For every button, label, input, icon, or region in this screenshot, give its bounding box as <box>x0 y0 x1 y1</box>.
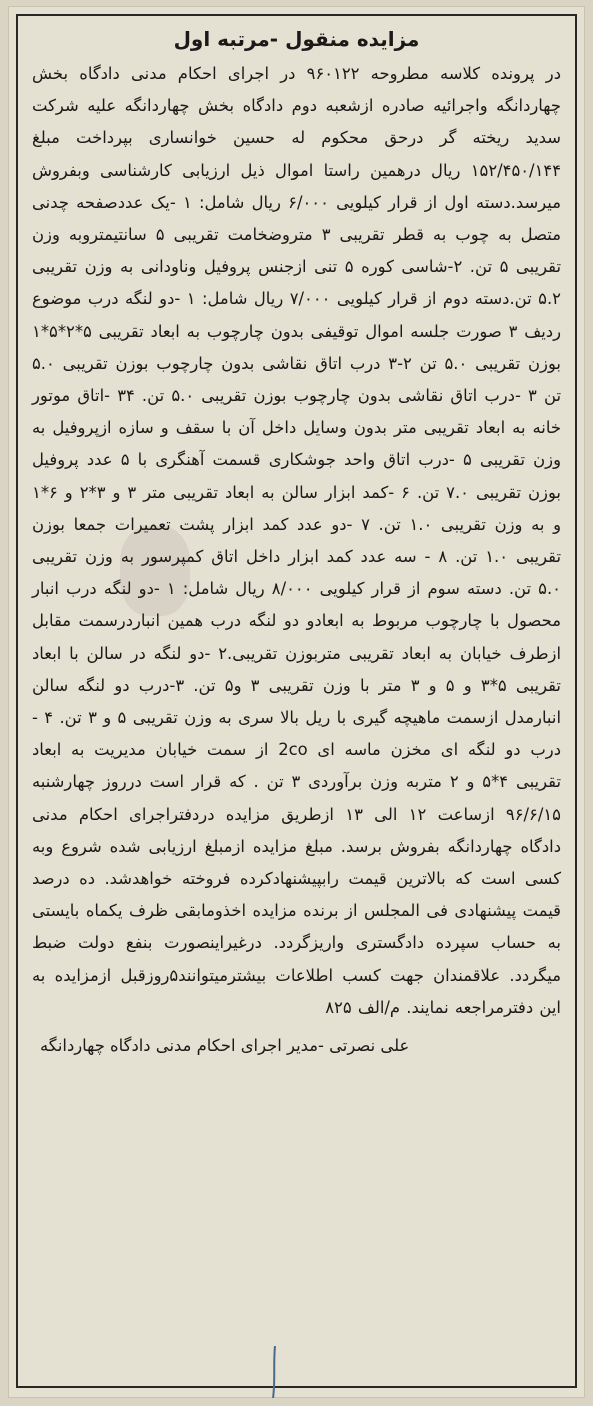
newspaper-clipping <box>8 6 585 1398</box>
pen-mark <box>270 1346 278 1398</box>
notice-title: مزایده منقول -مرتبه اول <box>173 27 420 51</box>
notice-text: در پرونده کلاسه مطروحه ۹۶۰۱۲۲ در اجرای احکام مدنی دادگاه بخش چهاردانگه واجرائیه صادره ازشعبه دوم دادگاه بخش چهاردانگه علیه شرکت سدید ریخته گر درحق محکوم له حسین خوانساری بپرداخت مبلغ ۱۵۲/۴۵۰/۱۴۴ ریال درهمین راستا اموال ذیل ارزیابی کارشناسی وبفروش میرسد.دسته اول از قرار کیلویی ۶/۰۰۰ ریال شامل: ۱ -یک عددصفحه چدنی متصل به چوب به قطر تقریبی ۳ متروضخامت تقریبی ۵ سانتیمتروبه وزن تقریبی ۵ تن. ۲-شاسی کوره ۵ تنی ازجنس پروفیل وناودانی به وزن تقریبی ۵.۲ تن.دسته دوم از قرار کیلویی ۷/۰۰۰ ریال شامل: ۱ -دو لنگه درب موضوع ردیف ۳ صورت جلسه اموال توقیفی بدون چارچوب به ابعاد تقریبی ۵*۲*۵*۱ بوزن تقریبی ۵.۰ تن ۲-۳ درب اتاق نقاشی بدون چارچوب بوزن تقریبی ۵.۰ تن ۳ -درب اتاق نقاشی بدون چارچوب بوزن تقریبی ۵.۰ تن. ۳۴ -اتاق موتور خانه به ابعاد تقریبی متر بدون وسایل داخل آن با سقف و سازه ازپروفیل به وزن تقریبی ۵ -درب اتاق واحد جوشکاری قسمت آهنگری با ۵ عدد پروفیل بوزن تقریبی ۷.۰ تن. ۶ -کمد ابزار سالن به ابعاد تقریبی متر ۳ و ۳*۲ و ۶*۱ و به وزن تقریبی ۱.۰ تن. ۷ -دو عدد کمد ابزار پشت تعمیرات جمعا بوزن تقریبی ۱.۰ تن. ۸ - سه عدد کمد ابزار داخل اتاق کمپرسور به وزن تقریبی ۵.۰ تن. دسته سوم از قرار کیلویی ۸/۰۰۰ ریال شامل: ۱ -دو لنگه درب انبار محصول با چارچوب مربوط به ابعادو دو لنگه درب همین انباردرسمت مقابل ازطرف خیابان به ابعاد تقریبی متربوزن تقریبی.۲ -دو لنگه در سالن با ابعاد تقریبی ۵*۳ و ۵ و ۳ متر با وزن تقریبی ۳ و۵ تن. ۳-درب دو لنگه سالن انبارمدل ازسمت ماهیچه گیری با ریل بالا سری به وزن تقریبی ۵ و ۳ تن. ۴ - درب دو لنگه ای مخزن ماسه ای 2co از سمت خیابان مدیریت به ابعاد تقریبی ۴*۵ و ۲ متربه وزن برآوردی ۳ تن . که قرار است درروز چهارشنبه ۹۶/۶/۱۵ ازساعت ۱۲ الی ۱۳ ازطریق مزایده دردفتراجرای احکام مدنی دادگاه چهاردانگه بفروش برسد. مبلغ مزایده ازمبلغ ارزیابی شده شروع وبه کسی است که بالاترین قیمت رابپیشنهادکرده فروخته خواهدشد. ده درصد قیمت پیشنهادی فی المجلس از برنده مزایده اخذومابقی ظرف یکماه بایستی به حساب سپرده دادگستری واریزگردد. درغیراینصورت بنفع دولت ضبط میگردد. علاقمندان جهت کسب اطلاعات بیشترمیتوانند۵روزقبل ازمزایده به این دفترمراجعه نمایند. <box>32 64 562 1017</box>
notice-body <box>32 58 561 1024</box>
auction-notice <box>16 14 577 1388</box>
notice-signature: علی نصرتی -مدیر اجرای احکام مدنی دادگاه چهاردانگه <box>40 1036 410 1056</box>
notice-code: م/الف ۸۲۵ <box>325 997 401 1017</box>
